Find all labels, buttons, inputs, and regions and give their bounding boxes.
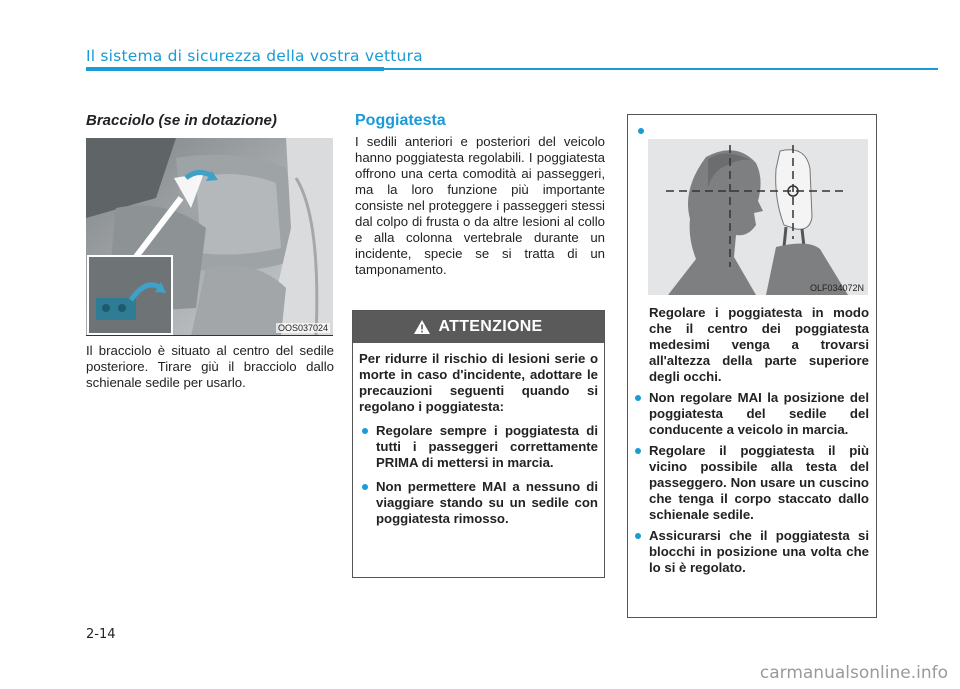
rear-seat-illustration (86, 138, 333, 336)
instruction-bullet: Non regolare MAI la posizione del poggiatesta del sedile del conducente a veicolo in marcia. (649, 390, 869, 437)
warning-body (353, 343, 604, 527)
warning-header (353, 311, 604, 343)
headrest-text: I sedili anteriori e posteriori del veicolo hanno poggiatesta regolabili. I poggiatesta offrono una certa comodità ai passeggeri, ma la loro funzione più importante consiste nel proteggere i passeggeri stessi dal colpo di frusta o da altre lesioni al collo e alla colonna vertebrale durante un incidente, specie se si tratta di un tamponamento. (355, 134, 605, 277)
warning-bullet: Non permettere MAI a nessuno di viaggiare stando su un sedile con poggiatesta rimosso. (376, 479, 598, 526)
headrest-instructions-box (627, 114, 877, 618)
headrest-instructions (649, 305, 869, 576)
bullet-dot-icon (638, 128, 644, 134)
warning-bullet: Regolare sempre i poggiatesta di tutti i passeggeri correttamente PRIMA di mettersi in marcia. (376, 423, 598, 470)
head-headrest-illustration (648, 139, 868, 295)
instruction-bullet: Regolare il poggiatesta il più vicino possibile alla testa del passeggero. Non usare un cuscino che tenga il corpo staccato dallo schienale sedile. (649, 443, 869, 522)
header-rule-accent (86, 67, 384, 71)
page-number: 2-14 (86, 627, 116, 642)
armrest-photo (86, 138, 333, 336)
watermark: carmanualsonline.info (759, 663, 948, 683)
armrest-title: Bracciolo (se in dotazione) (86, 112, 277, 129)
headrest-title: Poggiatesta (355, 112, 446, 129)
armrest-image-code: OOS037024 (277, 323, 328, 333)
warning-triangle-icon (414, 320, 430, 334)
head-position-figure (648, 139, 868, 295)
instruction-item: Regolare i poggiatesta in modo che il centro dei poggiatesta medesimi venga a trovarsi all'altezza della parte superiore degli occhi. (649, 305, 869, 384)
section-header: Il sistema di sicurezza della vostra vettura (86, 47, 423, 65)
warning-intro: Per ridurre il rischio di lesioni serie o morte in caso d'incidente, adottare le precauzioni seguenti quando si regolano i poggiatesta: (359, 351, 598, 414)
armrest-text: Il bracciolo è situato al centro del sedile posteriore. Tirare giù il bracciolo dallo schienale sedile per usarlo. (86, 343, 334, 390)
head-figure-code: OLF034072N (809, 283, 864, 293)
warning-title: ATTENZIONE (438, 318, 543, 335)
instruction-bullet: Assicurarsi che il poggiatesta si blocchi in posizione una volta che lo si è regolato. (649, 528, 869, 575)
warning-box (352, 310, 605, 578)
